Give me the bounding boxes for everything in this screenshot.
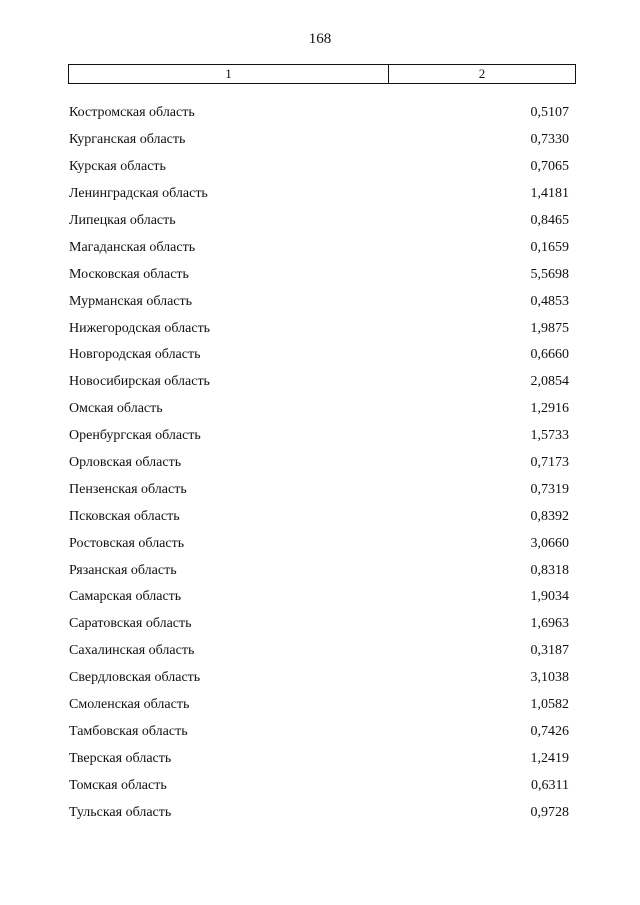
region-value: 0,8318: [530, 562, 569, 578]
table-row: [68, 208, 576, 235]
table-row: [68, 342, 576, 369]
table-row: [68, 315, 576, 342]
table-row: [68, 557, 576, 584]
table-row: [68, 584, 576, 611]
region-name: Пензенская область: [69, 481, 187, 497]
table-row: [68, 100, 576, 127]
region-name: Ленинградская область: [69, 186, 208, 202]
region-value: 1,9875: [530, 320, 569, 336]
table-row: [68, 611, 576, 638]
column-header-2: 2: [478, 66, 486, 81]
region-value: 0,8465: [530, 213, 569, 228]
table-row: [68, 261, 576, 288]
table-row: [68, 234, 576, 261]
table-row: [68, 127, 576, 154]
table-row: [68, 692, 576, 719]
region-name: Ростовская область: [69, 535, 185, 551]
region-name: Тульская область: [69, 804, 172, 820]
region-value: 0,7173: [530, 455, 569, 471]
column-header-row: [68, 64, 576, 84]
region-name: Омская область: [69, 401, 163, 417]
region-value: 0,1659: [530, 239, 569, 255]
region-name: Новгородская область: [69, 347, 201, 363]
region-name: Московская область: [69, 266, 189, 282]
table-row: [68, 396, 576, 423]
region-name: Тверская область: [69, 750, 172, 766]
region-name: Рязанская область: [69, 562, 177, 578]
region-name: Магаданская область: [69, 239, 196, 255]
table-row: [68, 503, 576, 530]
region-value: 0,7065: [530, 159, 569, 175]
region-value: 1,9034: [530, 589, 569, 605]
column-header-1: 1: [69, 65, 389, 83]
table-row: [68, 423, 576, 450]
region-name: Орловская область: [69, 455, 182, 471]
region-value: 0,7426: [530, 723, 569, 739]
region-value: 0,9728: [530, 804, 569, 820]
region-value: 0,8392: [530, 508, 569, 524]
region-name: Смоленская область: [69, 697, 190, 713]
region-name: Псковская область: [69, 508, 180, 524]
region-name: Томская область: [69, 777, 167, 793]
page-number: 168: [308, 31, 332, 47]
region-value: 0,5107: [530, 105, 569, 121]
region-name: Костромская область: [69, 105, 195, 121]
region-name: Новосибирская область: [69, 374, 210, 390]
region-value: 1,4181: [530, 186, 569, 202]
region-value: 1,0582: [530, 697, 569, 713]
region-name: Самарская область: [69, 589, 182, 605]
table-row: [68, 772, 576, 799]
region-name: Мурманская область: [69, 293, 193, 309]
region-name: Курская область: [69, 159, 166, 175]
table-row: [68, 638, 576, 665]
table-row: [68, 476, 576, 503]
region-name: Сахалинская область: [69, 643, 195, 659]
table-row: [68, 288, 576, 315]
table-row: [68, 369, 576, 396]
region-name: Свердловская область: [69, 670, 201, 686]
region-value: 1,2916: [530, 401, 569, 417]
region-value: 0,3187: [530, 643, 569, 659]
table-row: [68, 181, 576, 208]
region-value: 0,6311: [531, 777, 569, 793]
region-value: 0,6660: [530, 347, 569, 363]
region-value: 2,0854: [530, 374, 569, 390]
region-list: [68, 100, 576, 826]
table-row: [68, 450, 576, 477]
region-value: 3,1038: [530, 670, 569, 686]
table-row: [68, 799, 576, 826]
region-value: 0,7330: [530, 132, 569, 148]
region-name: Нижегородская область: [69, 320, 211, 336]
region-value: 1,5733: [530, 428, 569, 444]
table-row: [68, 718, 576, 745]
table-row: [68, 665, 576, 692]
table-row: [68, 745, 576, 772]
region-value: 0,4853: [530, 293, 569, 309]
region-name: Тамбовская область: [69, 723, 188, 739]
region-name: Оренбургская область: [69, 428, 201, 444]
table-row: [68, 154, 576, 181]
region-value: 5,5698: [530, 266, 569, 282]
region-value: 1,6963: [530, 616, 569, 632]
region-name: Саратовская область: [69, 616, 192, 632]
table-row: [68, 530, 576, 557]
region-value: 1,2419: [530, 750, 569, 766]
region-name: Курганская область: [69, 132, 186, 148]
region-value: 0,7319: [530, 481, 569, 497]
region-name: Липецкая область: [69, 213, 176, 228]
region-value: 3,0660: [530, 535, 569, 551]
